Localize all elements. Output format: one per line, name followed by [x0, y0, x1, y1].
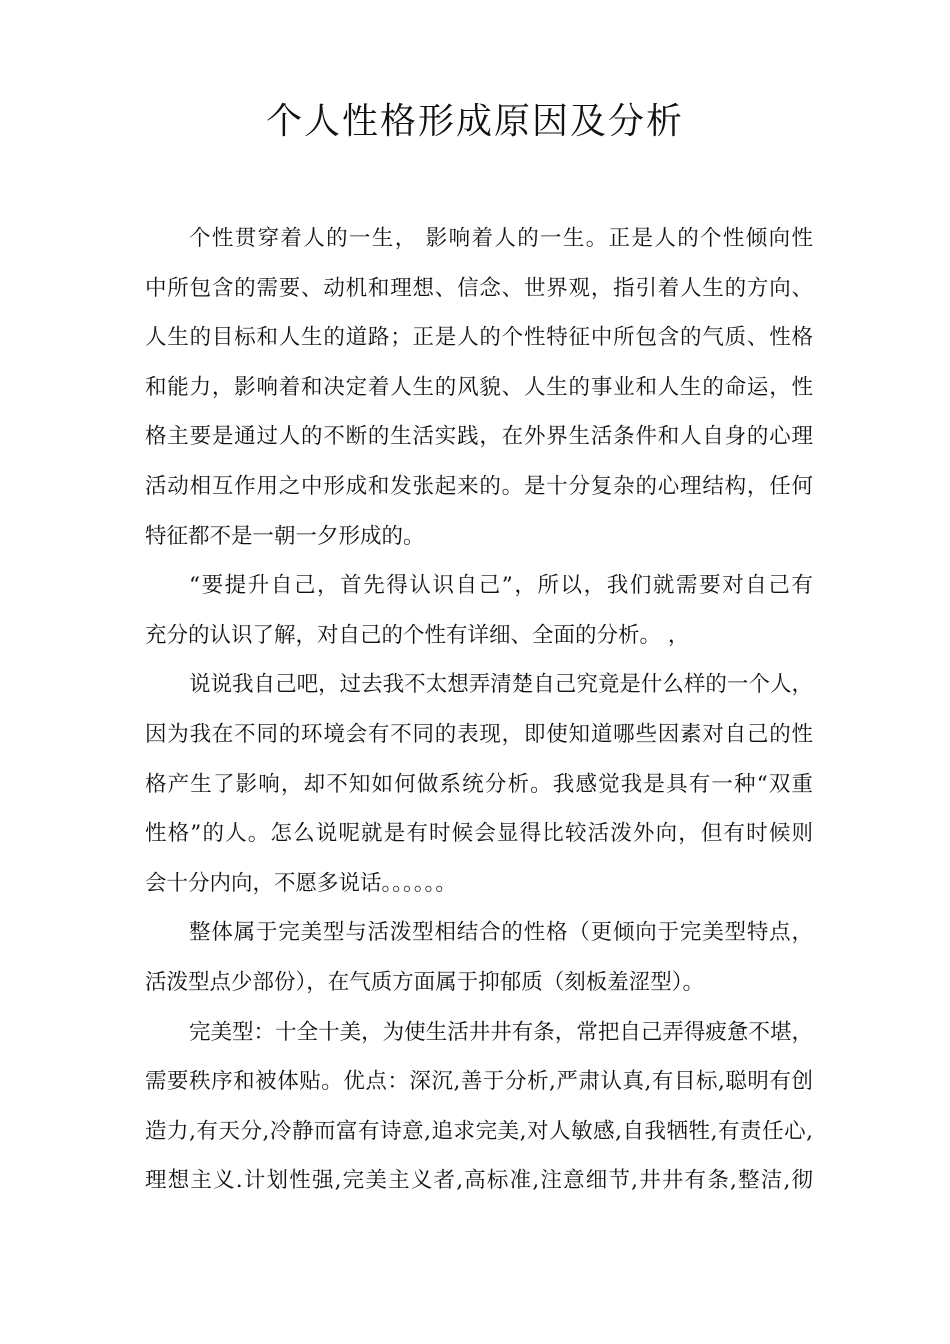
text-line: 说说我自己吧，过去我不太想弄清楚自己究竟是什么样的一个人， — [189, 672, 813, 698]
text-line: 格主要是通过人的不断的生活实践，在外界生活条件和人自身的心理 — [145, 424, 813, 450]
text-line: 特征都不是一朝一夕形成的。 — [145, 523, 425, 549]
text-line: 造力,有天分,冷静而富有诗意,追求完美,对人敏感,自我牺牲,有责任心, — [145, 1118, 813, 1144]
paragraph — [145, 561, 813, 660]
text-line: 活泼型点少部份），在气质方面属于抑郁质（刻板羞涩型）。 — [145, 969, 705, 995]
document-title: 个人性格形成原因及分析 — [265, 101, 684, 142]
document-body — [145, 214, 813, 1206]
text-line: 完美型：十全十美，为使生活井井有条，常把自己弄得疲惫不堪， — [189, 1019, 813, 1045]
text-line: 需要秩序和被体贴。优点：深沉,善于分析,严肃认真,有目标,聪明有创 — [145, 1069, 813, 1095]
text-line: 性格”的人。怎么说呢就是有时候会显得比较活泼外向，但有时候则 — [145, 821, 813, 847]
text-line: 整体属于完美型与活泼型相结合的性格（更倾向于完美型特点， — [189, 920, 813, 946]
text-line: 因为我在不同的环境会有不同的表现，即使知道哪些因素对自己的性 — [145, 721, 813, 747]
paragraph — [145, 214, 813, 561]
paragraph — [145, 1008, 813, 1206]
text-line: “要提升自己，首先得认识自己”，所以，我们就需要对自己有 — [189, 573, 813, 599]
text-line: 中所包含的需要、动机和理想、信念、世界观，指引着人生的方向、 — [145, 275, 813, 301]
text-line: 个性贯穿着人的一生， 影响着人的一生。正是人的个性倾向性 — [189, 226, 813, 251]
text-line: 和能力，影响着和决定着人生的风貌、人生的事业和人生的命运，性 — [145, 374, 813, 400]
text-line: 格产生了影响，却不知如何做系统分析。我感觉我是具有一种“双重 — [145, 771, 813, 797]
text-line: 活动相互作用之中形成和发张起来的。是十分复杂的心理结构，任何 — [145, 473, 813, 499]
text-line: 充分的认识了解，对自己的个性有详细、全面的分析。 ， — [145, 622, 690, 648]
paragraph — [145, 908, 813, 1007]
text-line: 会十分内向，不愿多说话。。。。。。 — [145, 870, 457, 896]
text-line: 人生的目标和人生的道路；正是人的个性特征中所包含的气质、性格 — [145, 325, 813, 351]
paragraph — [145, 660, 813, 908]
text-line: 理想主义.计划性强,完美主义者,高标准,注意细节,井井有条,整洁,彻 — [145, 1168, 813, 1194]
